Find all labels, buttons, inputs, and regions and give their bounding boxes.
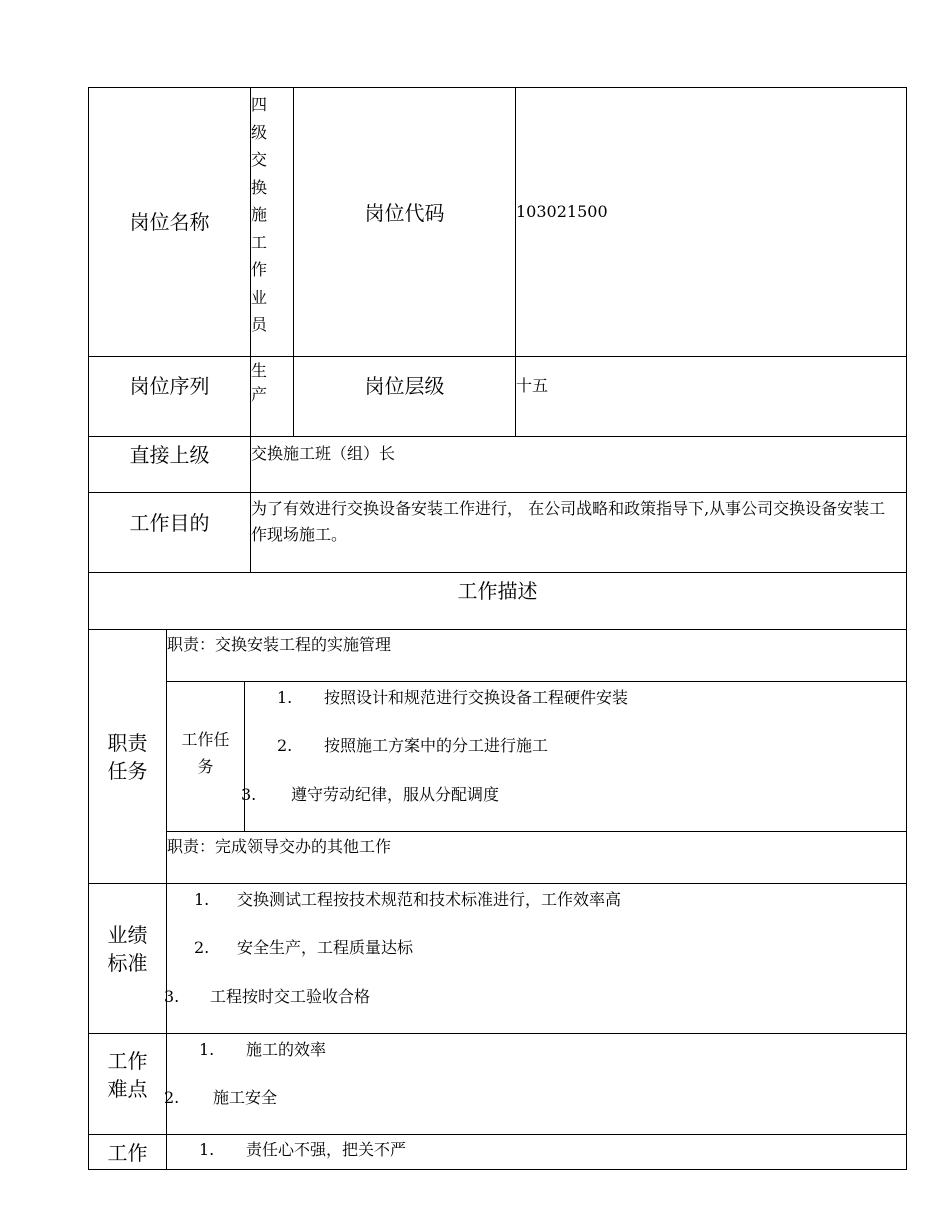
superior-value: 交换施工班（组）长 [251,444,396,463]
col-divider [244,681,245,832]
row-divider [166,681,907,682]
difficulty-text: 施工的效率 [246,1040,327,1059]
task-text: 按照设计和规范进行交换设备工程硬件安装 [324,688,629,707]
performance-text: 工程按时交工验收合格 [210,987,371,1006]
post-series-label: 岗位序列 [129,374,210,398]
table-border-right [906,87,907,1170]
table-border-bottom [88,1169,907,1170]
performance-number: 3. [164,987,180,1006]
purpose-label: 工作目的 [129,511,210,535]
difficulty-number: 2. [164,1088,180,1107]
post-code-value: 103021500 [516,202,608,221]
row-divider [88,1033,907,1034]
superior-label: 直接上级 [129,443,210,467]
difficulty-text: 施工安全 [213,1088,278,1107]
row-divider [88,629,907,630]
last-row-number: 1. [199,1140,215,1159]
task-number: 2. [277,736,293,755]
task-number: 3. [241,785,257,804]
difficulty-number: 1. [199,1040,215,1059]
performance-text: 交换测试工程按技术规范和技术标准进行，工作效率高 [237,890,622,909]
post-name-value: 四级交换施工作业员 [251,95,268,334]
duty-1: 职责：交换安装工程的实施管理 [167,635,392,654]
row-divider [88,883,907,884]
duties-label: 职责任务 [107,730,148,783]
row-divider [166,831,907,832]
tasks-label: 工作任务 [181,729,230,776]
post-code-label: 岗位代码 [364,201,445,225]
task-number: 1. [277,688,293,707]
performance-number: 2. [194,938,210,957]
post-level-label: 岗位层级 [364,374,445,398]
post-name-label: 岗位名称 [129,210,210,234]
post-level-value: 十五 [516,376,549,395]
last-row-label: 工作 [107,1141,148,1165]
performance-number: 1. [194,890,210,909]
task-text: 遵守劳动纪律，服从分配调度 [291,785,500,804]
difficulty-label: 工作难点 [107,1049,148,1101]
post-series-value: 生产 [251,361,268,404]
last-row-text: 责任心不强，把关不严 [246,1140,407,1159]
performance-label: 业绩标准 [107,923,148,975]
duty-2: 职责：完成领导交办的其他工作 [167,837,392,856]
work-description-title: 工作描述 [457,579,538,603]
row-divider [88,1134,907,1135]
performance-text: 安全生产，工程质量达标 [237,938,414,957]
purpose-value: 为了有效进行交换设备安装工作进行， 在公司战略和政策指导下,从事公司交换设备安装工作现场施工。 [251,499,886,544]
task-text: 按照施工方案中的分工进行施工 [324,736,549,755]
